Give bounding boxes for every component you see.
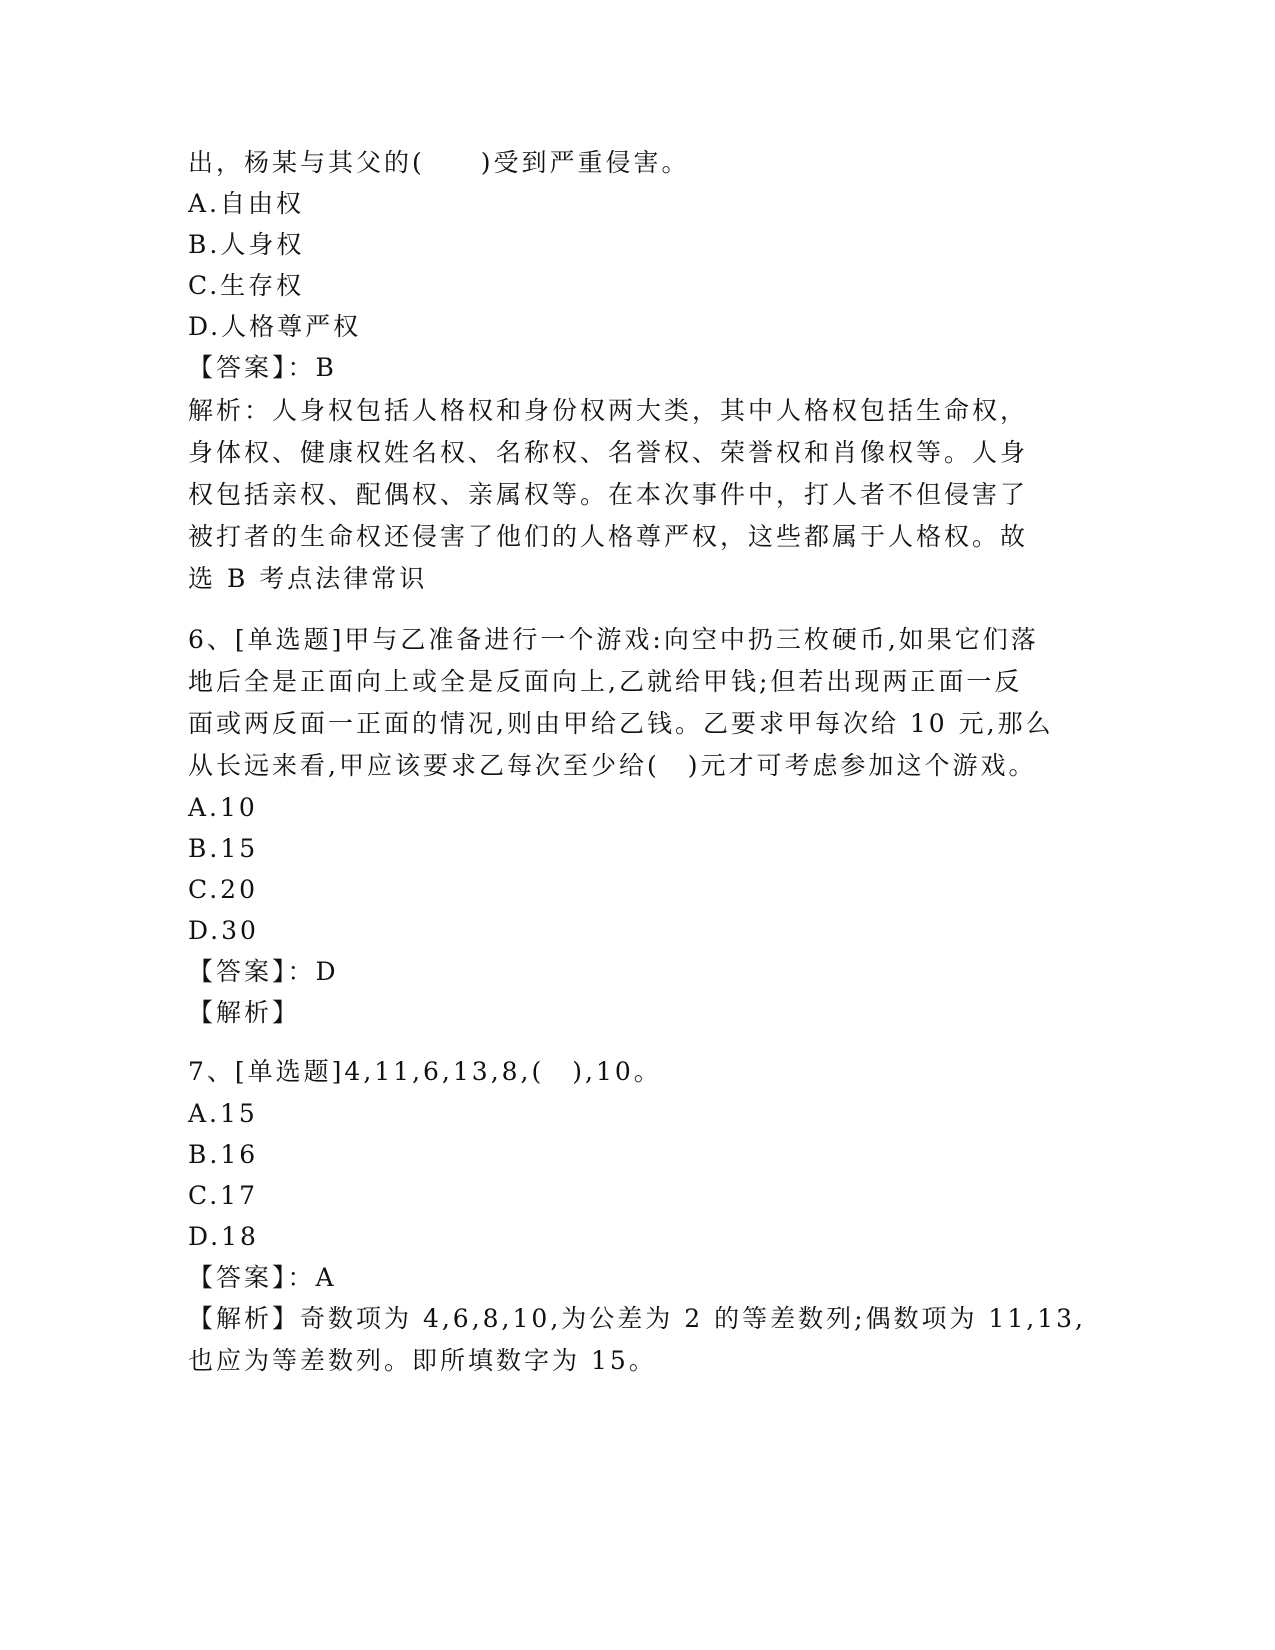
q5-stem-tail: 出，杨某与其父的( )受到严重侵害。	[188, 148, 690, 177]
q5-option-a: A.自由权	[188, 189, 305, 218]
q6-analysis-label: 【解析】	[188, 998, 301, 1027]
q5-analysis-line-3: 权包括亲权、配偶权、亲属权等。在本次事件中，打人者不但侵害了	[188, 480, 1029, 509]
q7-analysis-line-1: 【解析】奇数项为 4,6,8,10,为公差为 2 的等差数列;偶数项为 11,13,	[188, 1304, 1086, 1333]
q6-stem-line-1: 6、[单选题]甲与乙准备进行一个游戏:向空中扔三枚硬币,如果它们落	[188, 625, 1039, 654]
q6-option-a: A.10	[188, 793, 258, 822]
q7-option-a: A.15	[188, 1099, 258, 1128]
q5-option-d: D.人格尊严权	[188, 312, 362, 341]
q7-option-c: C.17	[188, 1181, 258, 1210]
q7-option-b: B.16	[188, 1140, 259, 1169]
q5-analysis-line-4: 被打者的生命权还侵害了他们的人格尊严权，这些都属于人格权。故	[188, 522, 1029, 551]
q7-analysis-line-2: 也应为等差数列。即所填数字为 15。	[188, 1346, 657, 1375]
q5-option-c: C.生存权	[188, 271, 305, 300]
q6-stem-line-2: 地后全是正面向上或全是反面向上,乙就给甲钱;但若出现两正面一反	[188, 667, 1023, 696]
q5-option-b: B.人身权	[188, 230, 305, 259]
q5-analysis-line-2: 身体权、健康权姓名权、名称权、名誉权、荣誉权和肖像权等。人身	[188, 438, 1029, 467]
q5-analysis-line-5: 选 B 考点法律常识	[188, 564, 428, 593]
q5-answer: 【答案】：B	[188, 353, 337, 382]
q6-option-d: D.30	[188, 916, 259, 945]
q5-analysis-line-1: 解析：人身权包括人格权和身份权两大类，其中人格权包括生命权，	[188, 396, 1029, 425]
q7-stem: 7、[单选题]4,11,6,13,8,( ),10。	[188, 1057, 662, 1086]
q7-option-d: D.18	[188, 1222, 259, 1251]
q7-answer: 【答案】：A	[188, 1263, 337, 1292]
q6-stem-line-4: 从长远来看,甲应该要求乙每次至少给( )元才可考虑参加这个游戏。	[188, 751, 1037, 780]
q6-option-c: C.20	[188, 875, 258, 904]
q6-answer: 【答案】：D	[188, 957, 339, 986]
q6-option-b: B.15	[188, 834, 259, 863]
q6-stem-line-3: 面或两反面一正面的情况,则由甲给乙钱。乙要求甲每次给 10 元,那么	[188, 709, 1054, 738]
